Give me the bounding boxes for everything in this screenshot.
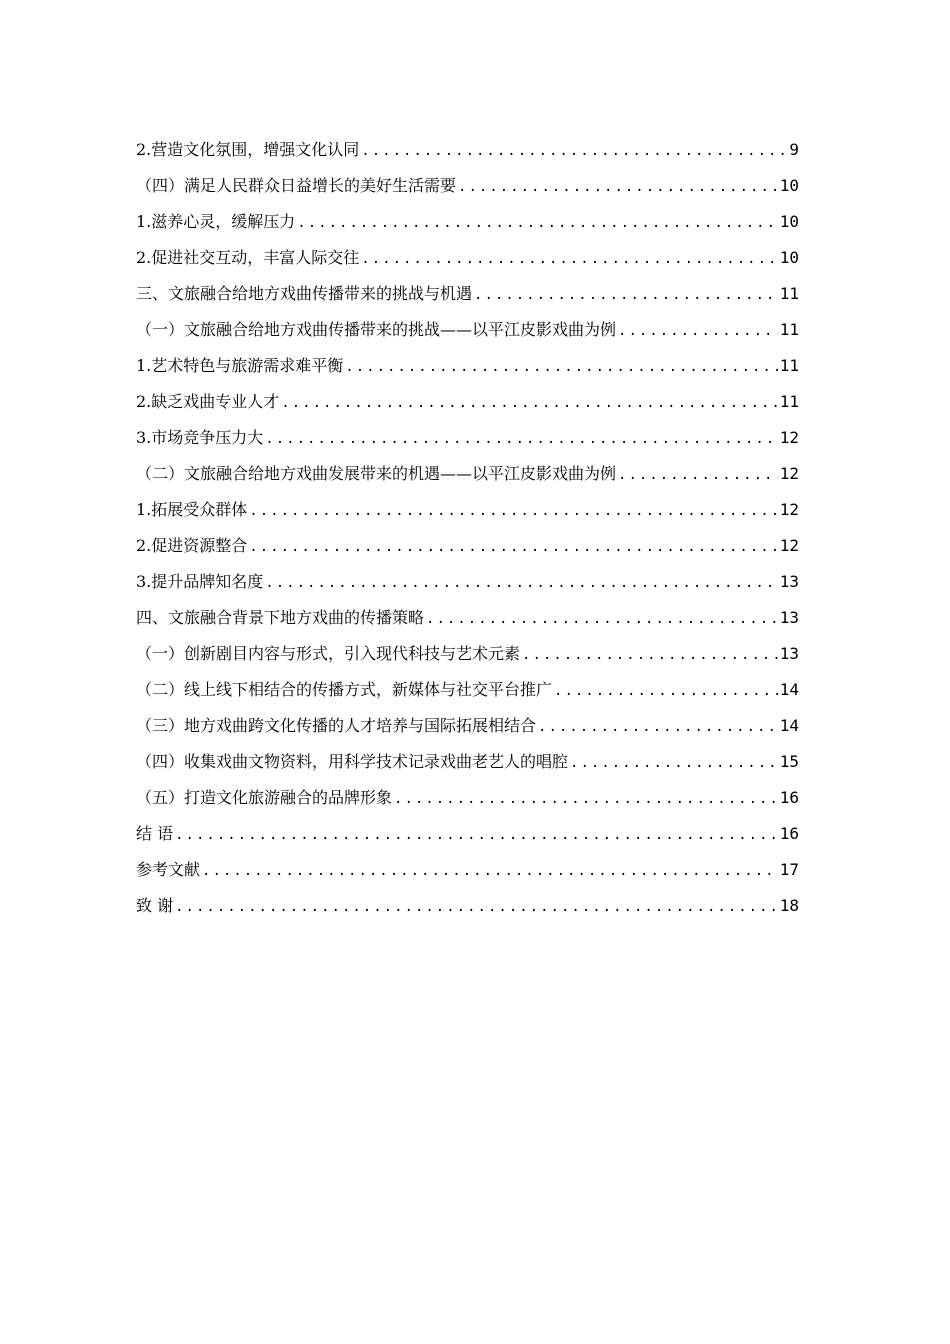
toc-entry-page: 13: [779, 572, 799, 591]
toc-entry-title: 结 语: [136, 824, 174, 843]
toc-entry-page: 16: [779, 824, 799, 843]
toc-entry-title: （二）线上线下相结合的传播方式，新媒体与社交平台推广: [136, 680, 553, 699]
toc-entry-title: 2.促进社交互动，丰富人际交往: [136, 248, 360, 267]
table-of-contents: [136, 132, 799, 924]
toc-entry[interactable]: [136, 780, 799, 816]
toc-entry-title: （四）收集戏曲文物资料，用科学技术记录戏曲老艺人的唱腔: [136, 752, 569, 771]
toc-entry-title: 参考文献: [136, 860, 201, 879]
toc-entry-page: 11: [779, 356, 799, 375]
toc-entry-title: 致 谢: [136, 896, 174, 915]
toc-entry-page: 12: [779, 500, 799, 519]
toc-entry-title: 四、文旅融合背景下地方戏曲的传播策略: [136, 608, 425, 627]
toc-dot-leader: [345, 349, 777, 385]
toc-entry[interactable]: [136, 456, 799, 492]
toc-entry-page: 12: [779, 464, 799, 483]
toc-entry-page: 18: [779, 896, 799, 915]
toc-entry-page: 14: [779, 680, 799, 699]
toc-entry-page: 14: [779, 716, 799, 735]
toc-dot-leader: [394, 781, 778, 817]
toc-entry-page: 13: [779, 608, 799, 627]
toc-entry[interactable]: [136, 888, 799, 924]
toc-entry-title: （三）地方戏曲跨文化传播的人才培养与国际拓展相结合: [136, 716, 537, 735]
toc-entry[interactable]: [136, 312, 799, 348]
toc-dot-leader: [538, 709, 778, 745]
toc-entry-page: 10: [779, 176, 799, 195]
toc-entry-title: 2.缺乏戏曲专业人才: [136, 392, 280, 411]
toc-dot-leader: [474, 277, 778, 313]
toc-dot-leader: [522, 637, 778, 673]
toc-entry-title: （一）文旅融合给地方戏曲传播带来的挑战——以平江皮影戏曲为例: [136, 320, 617, 339]
toc-entry-page: 17: [779, 860, 799, 879]
toc-dot-leader: [426, 601, 778, 637]
toc-dot-leader: [297, 205, 777, 241]
toc-dot-leader: [175, 817, 778, 853]
toc-entry-title: 3.提升品牌知名度: [136, 572, 264, 591]
toc-dot-leader: [361, 133, 787, 169]
toc-entry-title: （五）打造文化旅游融合的品牌形象: [136, 788, 393, 807]
toc-entry-page: 16: [779, 788, 799, 807]
toc-entry-page: 10: [779, 212, 799, 231]
toc-entry-title: 三、文旅融合给地方戏曲传播带来的挑战与机遇: [136, 284, 473, 303]
toc-dot-leader: [202, 853, 778, 889]
toc-entry-page: 15: [779, 752, 799, 771]
toc-dot-leader: [175, 889, 778, 925]
toc-entry[interactable]: [136, 132, 799, 168]
toc-entry[interactable]: [136, 636, 799, 672]
toc-entry[interactable]: [136, 816, 799, 852]
toc-entry-title: 2.促进资源整合: [136, 536, 248, 555]
toc-dot-leader: [361, 241, 777, 277]
toc-entry-page: 9: [789, 140, 799, 159]
toc-entry-title: 3.市场竞争压力大: [136, 428, 264, 447]
toc-dot-leader: [281, 385, 777, 421]
toc-entry[interactable]: [136, 708, 799, 744]
toc-entry-page: 13: [779, 644, 799, 663]
toc-dot-leader: [618, 313, 778, 349]
toc-dot-leader: [265, 421, 777, 457]
toc-entry[interactable]: [136, 492, 799, 528]
toc-entry-page: 11: [779, 320, 799, 339]
toc-entry[interactable]: [136, 420, 799, 456]
toc-entry[interactable]: [136, 384, 799, 420]
toc-entry[interactable]: [136, 744, 799, 780]
toc-dot-leader: [458, 169, 778, 205]
toc-entry[interactable]: [136, 564, 799, 600]
toc-entry-page: 12: [779, 536, 799, 555]
toc-entry-page: 11: [779, 392, 799, 411]
toc-entry[interactable]: [136, 600, 799, 636]
toc-entry[interactable]: [136, 672, 799, 708]
toc-dot-leader: [249, 493, 777, 529]
toc-dot-leader: [554, 673, 778, 709]
toc-entry-title: （一）创新剧目内容与形式，引入现代科技与艺术元素: [136, 644, 521, 663]
toc-dot-leader: [570, 745, 778, 781]
toc-entry-title: 1.拓展受众群体: [136, 500, 248, 519]
toc-entry[interactable]: [136, 348, 799, 384]
toc-dot-leader: [249, 529, 777, 565]
toc-entry[interactable]: [136, 204, 799, 240]
toc-entry[interactable]: [136, 168, 799, 204]
toc-entry[interactable]: [136, 240, 799, 276]
toc-entry-title: （四）满足人民群众日益增长的美好生活需要: [136, 176, 457, 195]
toc-entry-title: 2.营造文化氛围，增强文化认同: [136, 140, 360, 159]
toc-entry-page: 10: [779, 248, 799, 267]
toc-dot-leader: [618, 457, 778, 493]
toc-entry[interactable]: [136, 276, 799, 312]
toc-entry-title: （二）文旅融合给地方戏曲发展带来的机遇——以平江皮影戏曲为例: [136, 464, 617, 483]
toc-entry-page: 12: [779, 428, 799, 447]
toc-entry-page: 11: [779, 284, 799, 303]
toc-entry[interactable]: [136, 852, 799, 888]
toc-entry-title: 1.滋养心灵，缓解压力: [136, 212, 296, 231]
toc-entry[interactable]: [136, 528, 799, 564]
toc-entry-title: 1.艺术特色与旅游需求难平衡: [136, 356, 344, 375]
toc-dot-leader: [265, 565, 777, 601]
